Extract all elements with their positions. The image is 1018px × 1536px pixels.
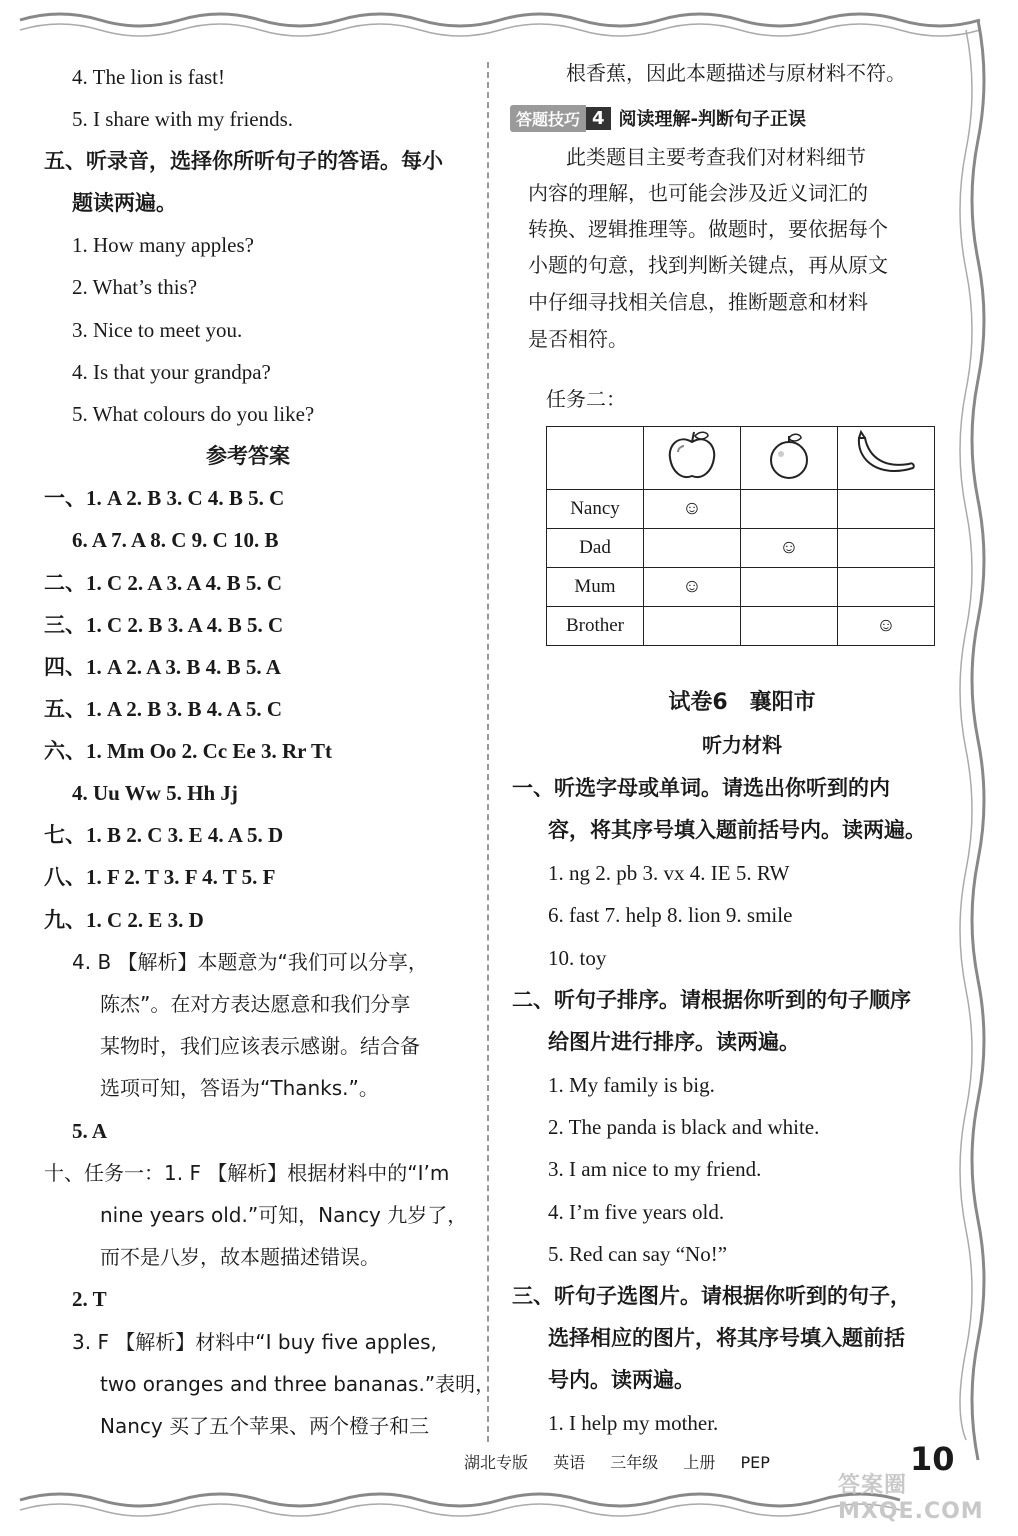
page-number: 10 xyxy=(910,1440,955,1478)
table-cell xyxy=(838,568,935,607)
banana-icon xyxy=(838,427,935,490)
explanation-line: 而不是八岁，故本题描述错误。 xyxy=(100,1245,380,1269)
footer-subject: 英语 xyxy=(553,1453,586,1472)
table-cell xyxy=(644,607,741,646)
answer-line: 一、1. A 2. B 3. C 4. B 5. C xyxy=(44,486,285,510)
text-line: 3. I am nice to my friend. xyxy=(548,1157,762,1181)
tip-body-line: 转换、逻辑推理等。做题时，要依据每个 xyxy=(528,217,888,241)
explanation-line: 陈杰”。在对方表达愿意和我们分享 xyxy=(100,992,411,1016)
tip-badge xyxy=(510,104,806,132)
tip-body-line: 此类题目主要考查我们对材料细节 xyxy=(566,145,866,169)
tip-title: 阅读理解-判断句子正误 xyxy=(618,109,807,130)
table-header-row xyxy=(547,427,935,490)
table-row xyxy=(547,607,935,646)
text-line: 4. The lion is fast! xyxy=(72,65,226,89)
footer-region: 湖北专版 xyxy=(464,1453,529,1472)
text-line: 1. How many apples? xyxy=(72,233,254,257)
explanation-line: Nancy 买了五个苹果、两个橙子和三 xyxy=(100,1414,430,1438)
section-heading: 题读两遍。 xyxy=(72,191,177,215)
table-cell xyxy=(741,607,838,646)
tip-label: 答题技巧 xyxy=(510,105,586,132)
explanation-line: two oranges and three bananas.”表明， xyxy=(100,1372,496,1396)
apple-icon xyxy=(644,427,741,490)
text-line: 2. The panda is black and white. xyxy=(548,1115,820,1139)
footer-edition: PEP xyxy=(740,1453,770,1472)
text-line: 6. fast 7. help 8. lion 9. smile xyxy=(548,903,793,927)
explanation-line: 选项可知，答语为“Thanks.”。 xyxy=(100,1076,379,1100)
footer-grade: 三年级 xyxy=(610,1453,659,1472)
table-cell xyxy=(644,529,741,568)
row-name: Brother xyxy=(547,607,644,646)
text-line: 1. My family is big. xyxy=(548,1073,715,1097)
row-name: Mum xyxy=(547,568,644,607)
answer-line: 6. A 7. A 8. C 9. C 10. B xyxy=(72,528,279,552)
smile-icon: ☺ xyxy=(741,529,838,568)
text-line: 10. toy xyxy=(548,946,607,970)
answer-line: 七、1. B 2. C 3. E 4. A 5. D xyxy=(44,823,284,847)
answer-line: 四、1. A 2. A 3. B 4. B 5. A xyxy=(44,655,281,679)
section-title: 试卷6 襄阳市 xyxy=(668,690,816,715)
text-line: 5. Red can say “No!” xyxy=(548,1242,728,1266)
tip-number: 4 xyxy=(586,107,611,130)
text-line: 2. What’s this? xyxy=(72,275,198,299)
footer-term: 上册 xyxy=(683,1453,716,1472)
text-line: 1. I help my mother. xyxy=(548,1411,719,1435)
row-name: Nancy xyxy=(547,490,644,529)
table-row xyxy=(547,568,935,607)
section-heading: 号内。读两遍。 xyxy=(548,1368,695,1392)
answer-line: 2. T xyxy=(72,1287,107,1311)
section-heading: 一、听选字母或单词。请选出你听到的内 xyxy=(512,776,890,800)
explanation-line: 4. B 【解析】本题意为“我们可以分享， xyxy=(72,950,428,974)
text-line: 4. I’m five years old. xyxy=(548,1200,725,1224)
smile-icon: ☺ xyxy=(644,568,741,607)
row-name: Dad xyxy=(547,529,644,568)
answer-line: 5. A xyxy=(72,1119,108,1143)
explanation-line: nine years old.”可知，Nancy 九岁了， xyxy=(100,1203,468,1227)
column-divider xyxy=(487,62,489,1442)
table-corner-cell xyxy=(547,427,644,490)
section-heading: 给图片进行排序。读两遍。 xyxy=(548,1030,800,1054)
table-cell xyxy=(741,490,838,529)
section-heading: 二、听句子排序。请根据你听到的句子顺序 xyxy=(512,988,911,1012)
answer-line: 九、1. C 2. E 3. D xyxy=(44,908,204,932)
sub-title: 听力材料 xyxy=(702,733,782,757)
smile-icon: ☺ xyxy=(644,490,741,529)
answer-line: 五、1. A 2. B 3. B 4. A 5. C xyxy=(44,697,283,721)
table-cell xyxy=(838,490,935,529)
tip-body-line: 是否相符。 xyxy=(528,327,628,351)
task2-table xyxy=(546,426,935,646)
table-cell xyxy=(741,568,838,607)
section-heading: 容，将其序号填入题前括号内。读两遍。 xyxy=(548,818,926,842)
explanation-line: 3. F 【解析】材料中“I buy five apples, xyxy=(72,1330,437,1354)
explanation-line: 十、任务一：1. F 【解析】根据材料中的“I’m xyxy=(44,1161,450,1185)
answer-line: 八、1. F 2. T 3. F 4. T 5. F xyxy=(44,865,276,889)
smile-icon: ☺ xyxy=(838,607,935,646)
page-footer xyxy=(464,1450,790,1473)
task2-label: 任务二： xyxy=(546,387,626,411)
text-line: 1. ng 2. pb 3. vx 4. IE 5. RW xyxy=(548,861,790,885)
table-row xyxy=(547,490,935,529)
tip-body-line: 中仔细寻找相关信息，推断题意和材料 xyxy=(528,290,868,314)
table-cell xyxy=(838,529,935,568)
watermark: 答案圈 MXQE.COM xyxy=(838,1473,984,1524)
tip-body-line: 内容的理解，也可能会涉及近义词汇的 xyxy=(528,181,868,205)
section-heading: 五、听录音，选择你所听句子的答语。每小 xyxy=(44,149,443,173)
continued-line: 根香蕉，因此本题描述与原材料不符。 xyxy=(566,61,906,85)
explanation-line: 某物时，我们应该表示感谢。结合备 xyxy=(100,1034,420,1058)
answer-line: 三、1. C 2. B 3. A 4. B 5. C xyxy=(44,613,284,637)
text-line: 5. What colours do you like? xyxy=(72,402,315,426)
answer-line: 六、1. Mm Oo 2. Cc Ee 3. Rr Tt xyxy=(44,739,332,763)
answer-line: 二、1. C 2. A 3. A 4. B 5. C xyxy=(44,571,283,595)
text-line: 5. I share with my friends. xyxy=(72,107,294,131)
section-heading: 选择相应的图片，将其序号填入题前括 xyxy=(548,1326,905,1350)
table-row xyxy=(547,529,935,568)
answer-key-title: 参考答案 xyxy=(206,444,290,468)
answer-line: 4. Uu Ww 5. Hh Jj xyxy=(72,781,238,805)
section-heading: 三、听句子选图片。请根据你听到的句子， xyxy=(512,1284,911,1308)
orange-icon xyxy=(741,427,838,490)
text-line: 4. Is that your grandpa? xyxy=(72,360,271,384)
text-line: 3. Nice to meet you. xyxy=(72,318,243,342)
tip-body-line: 小题的句意，找到判断关键点，再从原文 xyxy=(528,253,888,277)
